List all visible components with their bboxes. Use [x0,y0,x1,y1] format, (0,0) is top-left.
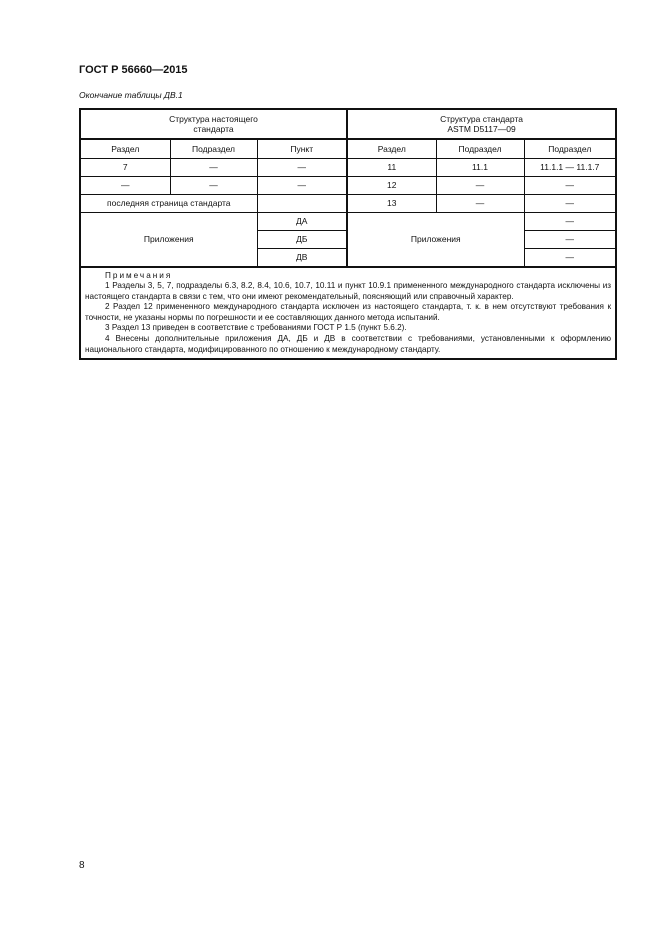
table-cell: — [436,194,524,212]
group-header-left: Структура настоящего стандарта [80,109,347,139]
table-row [80,194,616,212]
note-item: 3 Раздел 13 приведен в соответствие с требованиями ГОСТ Р 1.5 (пункт 5.6.2). [105,323,407,333]
table-cell: 11 [347,158,436,176]
table-cell: — [80,176,170,194]
table-cell: ДБ [257,230,347,248]
notes-title: Примечания [105,270,173,280]
table-cell: — [524,230,616,248]
table-cell: ДВ [257,248,347,267]
column-header: Раздел [80,139,170,158]
table-cell: — [170,176,257,194]
table-cell: — [524,194,616,212]
column-header: Подраздел [170,139,257,158]
table-cell: — [524,176,616,194]
table-cell: — [170,158,257,176]
note-item: 1 Разделы 3, 5, 7, подразделы 6.3, 8.2, 8.4, 10.6, 10.7, 10.11 и пункт 10.9.1 примененного международного стандарта исключены из настоящего стандарта в связи с тем, что они имеют рекомендательный, поясняющий или справочный характер. [85,281,612,301]
notes-row [80,267,616,360]
appendix-label-left: Приложения [80,212,257,267]
column-header: Подраздел [524,139,616,158]
table-cell: 11.1 [436,158,524,176]
table-cell: последняя страница стандарта [80,194,257,212]
table-cell: ДА [257,212,347,230]
note-item: 2 Раздел 12 примененного международного стандарта исключен из настоящего стандарта, т. к. в нем отсутствуют требования к точности, не указаны нормы по погрешности и ее составляющих данного метода испытаний. [85,302,612,322]
table-caption: Окончание таблицы ДВ.1 [79,90,183,100]
group-header-right-line1: Структура стандарта [440,114,523,124]
column-header: Пункт [257,139,347,158]
table-cell: 13 [347,194,436,212]
table-cell: 7 [80,158,170,176]
table-cell-empty [257,194,347,212]
group-header-right-line2: ASTM D5117—09 [447,124,516,134]
table-cell: — [524,212,616,230]
document-header: ГОСТ Р 56660—2015 [79,64,188,76]
column-header: Раздел [347,139,436,158]
table-row [80,176,616,194]
table-cell: 11.1.1 — 11.1.7 [524,158,616,176]
note-item: 4 Внесены дополнительные приложения ДА, ДБ и ДВ в соответствии с требованиями, установленными к оформлению национального стандарта, модифицированного по отношению к международному стандарту. [85,334,612,354]
group-header-right [347,109,616,139]
table-row [80,139,616,158]
table-cell: 12 [347,176,436,194]
table-row [80,109,616,139]
table-cell: — [524,248,616,267]
notes [80,267,616,360]
appendix-label-right: Приложения [347,212,524,267]
table-cell: — [257,176,347,194]
table-cell: — [436,176,524,194]
table-row [80,212,616,230]
table-cell: — [257,158,347,176]
page-number: 8 [79,860,85,871]
table-row [80,158,616,176]
structure-table [79,108,617,360]
column-header: Подраздел [436,139,524,158]
